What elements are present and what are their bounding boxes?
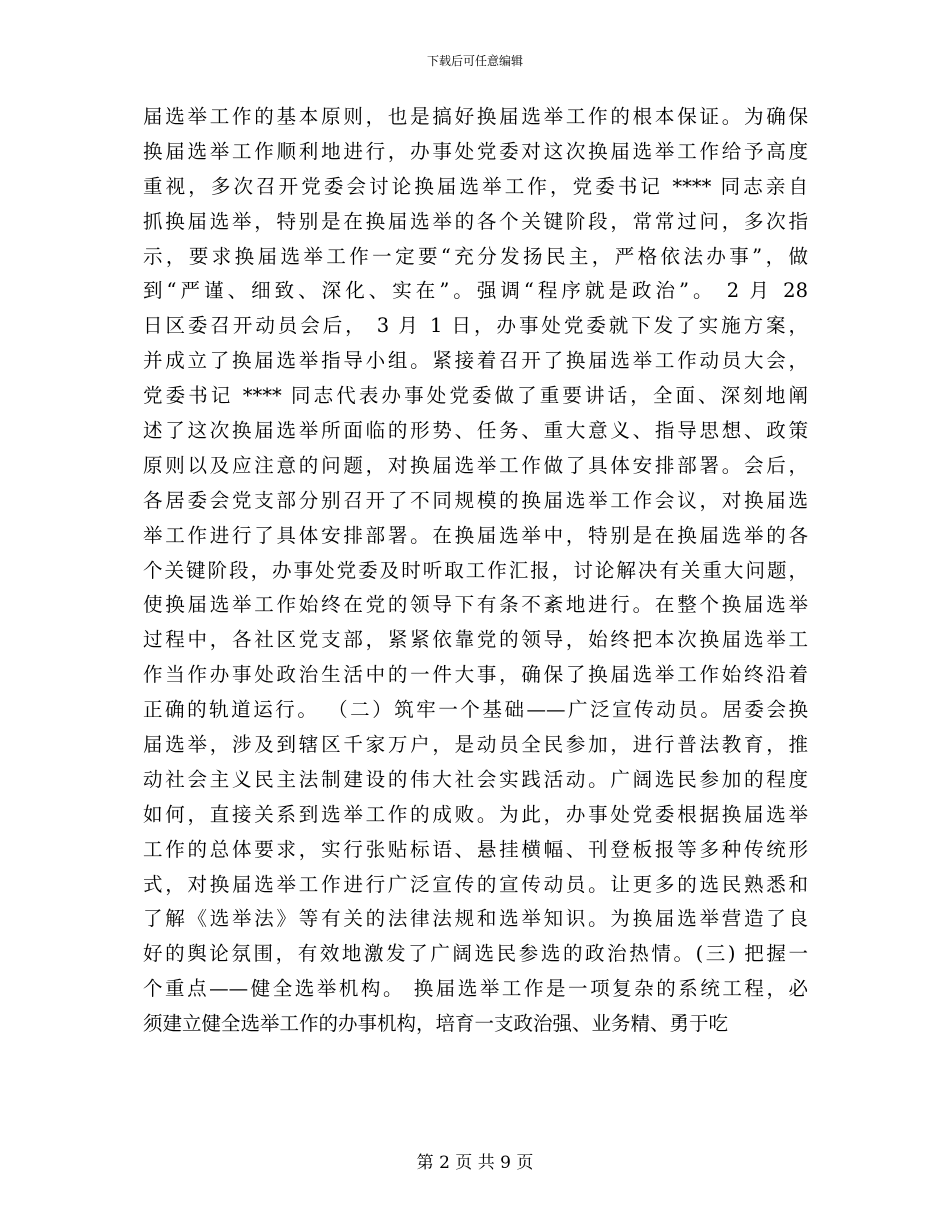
- text-line: 动社会主义民主法制建设的伟大社会实践活动。广阔选民参加的程度: [143, 767, 808, 791]
- text-line: 原则以及应注意的问题，对换届选举工作做了具体安排部署。会后，: [143, 453, 808, 477]
- text-line: 党委书记 **** 同志代表办事处党委做了重要讲话，全面、深刻地阐: [143, 384, 808, 408]
- page-number: 第 2 页 共 9 页: [416, 1153, 534, 1173]
- text-line: 抓换届选举，特别是在换届选举的各个关键阶段，常常过问，多次指: [143, 209, 808, 233]
- text-line: 须建立健全选举工作的办事机构，培育一支政治强、业务精、勇于吃: [143, 1012, 729, 1036]
- page-header: 下载后可任意编辑: [426, 54, 523, 68]
- text-line: 各居委会党支部分别召开了不同规模的换届选举工作会议，对换届选: [143, 488, 808, 512]
- text-line: 日区委召开动员会后， 3 月 1 日，办事处党委就下发了实施方案，: [143, 314, 808, 338]
- text-line: 届选举，涉及到辖区千家万户，是动员全民参加，进行普法教育，推: [143, 733, 808, 757]
- text-line: 使换届选举工作始终在党的领导下有条不紊地进行。在整个换届选举: [143, 593, 808, 617]
- text-line: 举工作进行了具体安排部署。在换届选举中，特别是在换届选举的各: [143, 523, 808, 547]
- text-line: 换届选举工作顺利地进行，办事处党委对这次换届选举工作给予高度: [143, 139, 808, 163]
- text-line: 重视，多次召开党委会讨论换届选举工作，党委书记 **** 同志亲自: [143, 174, 808, 198]
- document-body: [143, 100, 808, 1042]
- text-line: 好的舆论氛围，有效地激发了广阔选民参选的政治热情。(三) 把握一: [143, 942, 808, 966]
- text-line: 如何，直接关系到选举工作的成败。为此，办事处党委根据换届选举: [143, 802, 808, 826]
- text-line: 式，对换届选举工作进行广泛宣传的宣传动员。让更多的选民熟悉和: [143, 872, 808, 896]
- text-line: 到“严谨、细致、深化、实在”。强调“程序就是政治”。 2 月 28: [143, 279, 808, 303]
- text-line: 述了这次换届选举所面临的形势、任务、重大意义、指导思想、政策: [143, 419, 808, 443]
- text-line: 过程中，各社区党支部，紧紧依靠党的领导，始终把本次换届选举工: [143, 628, 808, 652]
- text-line: 届选举工作的基本原则，也是搞好换届选举工作的根本保证。为确保: [143, 105, 808, 128]
- text-line: 了解《选举法》等有关的法律法规和选举知识。为换届选举营造了良: [143, 907, 808, 931]
- text-line: 个关键阶段，办事处党委及时听取工作汇报，讨论解决有关重大问题，: [143, 558, 808, 582]
- text-line: 正确的轨道运行。 （二）筑牢一个基础——广泛宣传动员。居委会换: [143, 698, 808, 722]
- text-line: 示，要求换届选举工作一定要“充分发扬民主，严格依法办事”，做: [143, 244, 808, 268]
- text-line: 作当作办事处政治生活中的一件大事，确保了换届选举工作始终沿着: [143, 663, 808, 687]
- text-line: 工作的总体要求，实行张贴标语、悬挂横幅、刊登板报等多种传统形: [143, 837, 808, 861]
- text-line: 并成立了换届选举指导小组。紧接着召开了换届选举工作动员大会，: [143, 349, 808, 373]
- text-line: 个重点——健全选举机构。 换届选举工作是一项复杂的系统工程，必: [143, 977, 808, 1001]
